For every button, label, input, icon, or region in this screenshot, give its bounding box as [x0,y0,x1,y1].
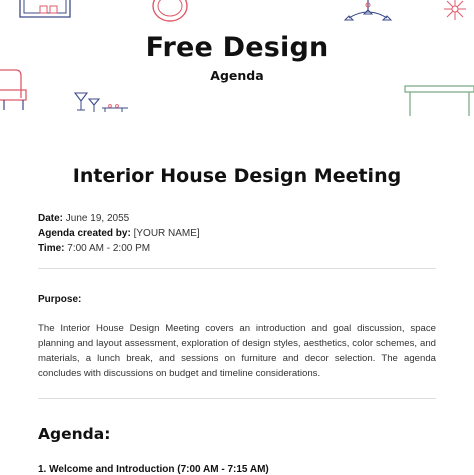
created-by-row [38,226,200,241]
sunburst-lamp-icon [436,0,474,26]
glassware-icon [72,88,130,118]
date-value: June 19, 2055 [65,213,130,224]
document-subtitle: Agenda [210,68,264,83]
picture-frame-icon [18,0,72,20]
side-table-icon [403,84,474,118]
agenda-heading: Agenda: [38,425,111,443]
purpose-text: The Interior House Design Meeting covers an introduction and goal discussion, space planning and layout assessment, exploration of design styles, aesthetics, color schemes, and materials, a lunch break, and sessions on furniture and decor selection. The agenda concludes with discussions on budget and timeline considerations. [38,323,436,379]
meeting-title: Interior House Design Meeting [72,165,402,187]
chandelier-icon [343,0,393,26]
time-row [38,241,200,256]
time-value: 7:00 AM - 2:00 PM [67,243,151,254]
date-row [38,211,200,226]
created-by-value: [YOUR NAME] [133,228,200,239]
meeting-details [38,211,200,256]
agenda-item: 1. Welcome and Introduction (7:00 AM - 7:15 AM) [38,464,269,475]
section-divider [38,398,436,399]
round-mirror-icon [146,0,192,26]
date-label: Date: [38,213,64,224]
time-label: Time: [38,243,65,254]
document-title: Free Design [145,32,329,63]
section-divider [38,268,436,269]
created-by-label: Agenda created by: [38,228,131,239]
purpose-label: Purpose: [38,294,82,305]
